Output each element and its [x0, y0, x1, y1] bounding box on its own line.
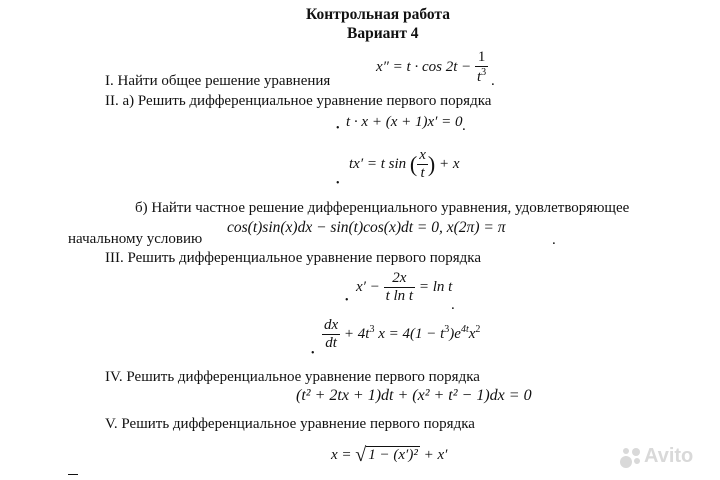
task3-eq2-mid-exponent: 3	[369, 324, 375, 336]
task1-label: I. Найти общее решение уравнения	[105, 73, 331, 89]
bullet: •	[311, 348, 315, 359]
task3-label: III. Решить дифференциальное уравнение первого порядка	[105, 250, 482, 266]
task1-period: .	[491, 73, 495, 89]
bullet: •	[345, 295, 349, 306]
page-title: Контрольная работа	[306, 6, 450, 23]
task4-label: IV. Решить дифференциальное уравнение первого порядка	[105, 369, 480, 385]
task3-eq1	[356, 271, 452, 304]
task3-eq2-e-exponent: 4t	[460, 324, 469, 336]
task4-equation: (t² + 2tx + 1)dt + (x² + t² − 1)dx = 0	[296, 387, 532, 404]
task3-eq1-rhs: = ln t	[418, 279, 453, 296]
task2-eq1: t · x + (x + 1)x′ = 0	[346, 114, 463, 130]
task2-eq2-fraction	[417, 148, 428, 181]
task2-eq2-denominator: t	[420, 164, 425, 181]
task3-eq1-fraction	[384, 271, 416, 304]
left-paren: (	[409, 151, 418, 177]
variant-title: Вариант 4	[347, 25, 419, 42]
task3-eq2	[322, 318, 480, 351]
task2-eq2-rhs: + x	[438, 156, 460, 173]
task1-eq-den-exponent: 3	[481, 66, 487, 78]
task3-eq2-denominator: dt	[325, 334, 337, 351]
task1-eq-numerator: 1	[475, 50, 488, 67]
task5-label: V. Решить дифференциальное уравнение первого порядка	[105, 416, 475, 432]
task1-eq-denominator: t	[476, 68, 482, 85]
bullet: •	[336, 123, 340, 134]
task5-equation	[331, 444, 447, 467]
avito-dot-icon	[634, 458, 640, 464]
task2-eq2-lhs: tx′ = t sin	[349, 156, 407, 173]
task3-eq2-exponent: 3	[444, 324, 450, 336]
task3-eq2-x2: x	[468, 326, 476, 343]
right-paren: )	[427, 151, 436, 177]
task3-eq2-x: x = 4(1 − t	[378, 326, 445, 343]
task3-eq1-period: .	[451, 297, 455, 313]
task3-eq1-lhs: x′ −	[356, 279, 380, 296]
task2-eq2-numerator: x	[419, 147, 426, 163]
task3-eq2-numerator: dx	[324, 317, 339, 333]
task3-eq2-fraction	[322, 318, 340, 351]
task3-eq1-denominator: t ln t	[385, 287, 414, 304]
task1-eq-lhs: x″ = t · cos 2t −	[376, 59, 472, 76]
task2-eq1-period: .	[462, 118, 466, 134]
task3-eq2-x2-exponent: 2	[475, 324, 481, 336]
task2-label: II. а) Решить дифференциальное уравнение первого порядка	[105, 93, 492, 109]
task2-partb-equation: cos(t)sin(x)dx − sin(t)cos(x)dt = 0, x(2π) = π	[227, 219, 506, 236]
task2-partb-period: .	[552, 232, 556, 248]
avito-dot-icon	[620, 456, 632, 468]
task2-partb-condition-label: начальному условию	[68, 231, 203, 247]
task3-eq2-e: )e	[449, 326, 461, 343]
task3-eq1-numerator: 2x	[384, 271, 416, 288]
task2-partb-text: б) Найти частное решение дифференциального уравнения, удовлетворяющее	[135, 200, 630, 216]
sqrt-icon: √	[355, 444, 367, 466]
task1-equation	[376, 50, 488, 85]
task5-eq-rhs: + x′	[423, 447, 448, 463]
task5-eq-radicand: 1 − (x′)²	[368, 447, 418, 463]
task1-eq-fraction	[475, 50, 488, 85]
cut-off-text-fragment	[68, 474, 78, 475]
task3-eq2-mid: + 4t	[343, 326, 370, 343]
avito-watermark: Avito	[644, 445, 694, 467]
task2-eq2	[349, 148, 460, 181]
avito-dot-icon	[623, 448, 629, 454]
bullet: •	[336, 178, 340, 189]
task5-eq-lhs: x =	[331, 447, 352, 463]
avito-dot-icon	[632, 448, 640, 456]
